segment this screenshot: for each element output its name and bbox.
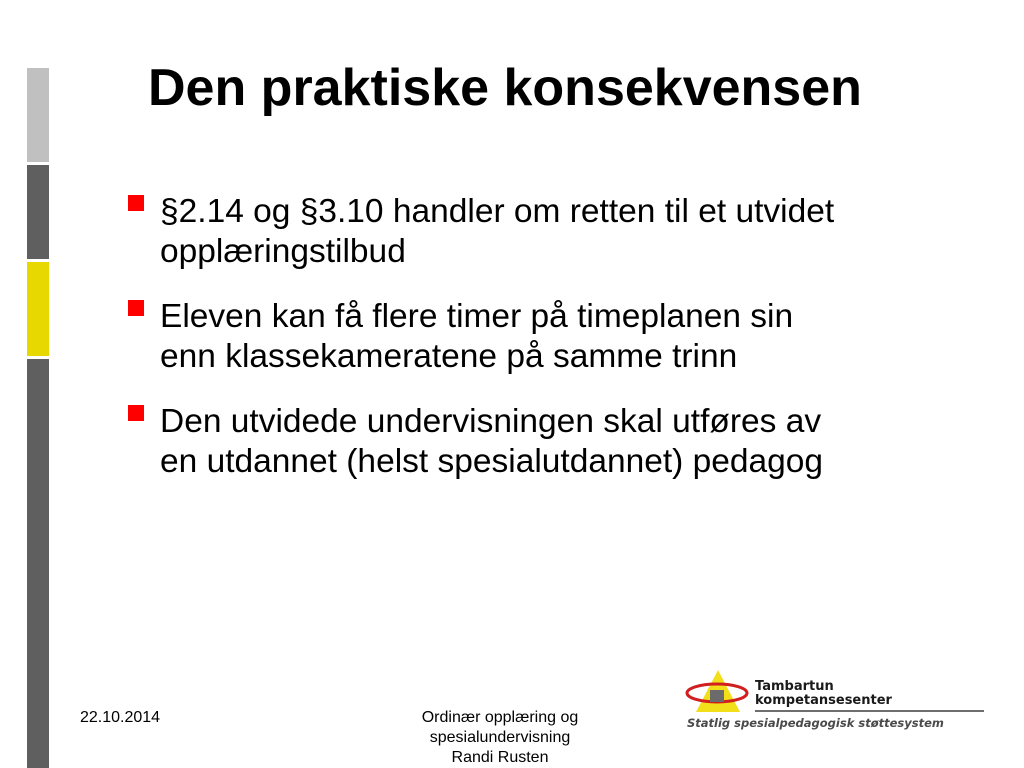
square-bullet-icon <box>128 195 144 211</box>
bullet-text-line: enn klassekameratene på samme trinn <box>160 338 738 375</box>
sidebar-segment-light <box>27 68 49 162</box>
logo-name-line: kompetansesenter <box>755 693 892 708</box>
logo-tagline: Statlig spesialpedagogisk støttesystem <box>687 716 944 730</box>
bullet-list <box>128 192 978 507</box>
bullet-item <box>128 192 978 272</box>
decorative-sidebar <box>27 68 49 768</box>
bullet-text-line: Eleven kan få flere timer på timeplanen sin <box>160 298 794 335</box>
logo-name-line: Tambartun <box>755 679 834 694</box>
bullet-text-line: en utdannet (helst spesialutdannet) pedagog <box>160 443 824 480</box>
square-bullet-icon <box>128 300 144 316</box>
slide-title: Den praktiske konsekvensen <box>148 59 862 117</box>
tambartun-logo <box>684 668 984 738</box>
footer-date: 22.10.2014 <box>80 709 161 726</box>
bullet-item <box>128 402 978 482</box>
sidebar-segment-dark <box>27 359 49 768</box>
bullet-text-line: Den utvidede undervisningen skal utføres av <box>160 403 822 440</box>
bullet-item <box>128 297 978 377</box>
footer-center-text <box>380 708 620 768</box>
sidebar-segment-yellow <box>27 262 49 356</box>
logo-divider <box>755 710 984 712</box>
sidebar-segment-dark <box>27 165 49 259</box>
footer-line: Ordinær opplæring og <box>421 709 579 726</box>
footer-line: spesialundervisning <box>429 729 571 746</box>
logo-mark-icon <box>684 668 754 716</box>
bullet-text-line: §2.14 og §3.10 handler om retten til et utvidet <box>160 193 835 230</box>
bullet-text-line: opplæringstilbud <box>160 233 406 270</box>
footer-line: Randi Rusten <box>451 749 549 766</box>
square-bullet-icon <box>128 405 144 421</box>
